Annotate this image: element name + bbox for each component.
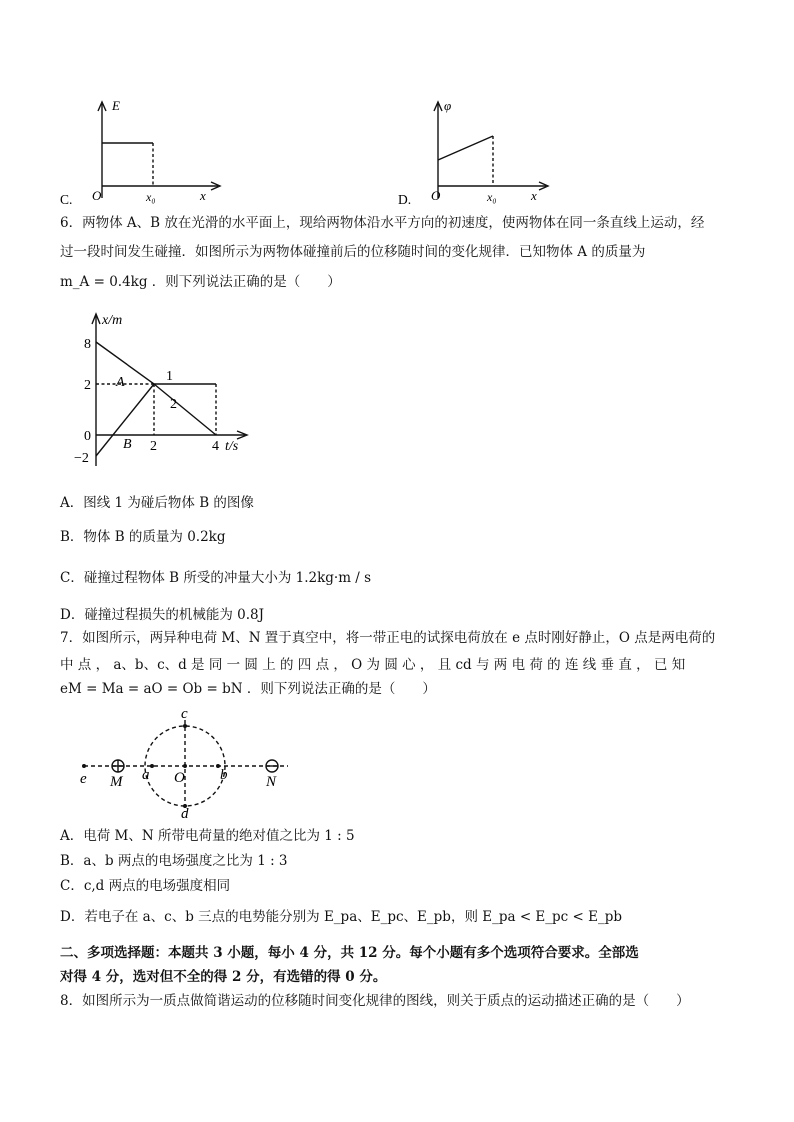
graph-c-option-label: C.: [60, 192, 73, 207]
section-2-line-2: 对得 4 分，选对但不全的得 2 分，有选错的得 0 分。: [60, 969, 387, 985]
q7-line-2: 中 点 ， a、b、c、d 是 同 一 圆 上 的 四 点 ， O 为 圆 心 ， 且 cd 与 两 电 荷 的 连 线 垂 直 ， 已 知: [60, 657, 686, 673]
q6-label-a: A: [116, 375, 125, 390]
q8-line-1: 8．如图所示为一质点做简谐运动的位移随时间变化规律的图线，则关于质点的运动描述正确的是（ ）: [60, 993, 690, 1009]
graph-c-y-label: E: [112, 98, 120, 113]
q7-label-a: a: [142, 767, 150, 783]
q6-tick-y-0: 0: [84, 429, 91, 444]
q7-option-c: C．c,d 两点的电场强度相同: [60, 878, 231, 894]
q6-graph: [70, 308, 260, 473]
q7-option-a: A．电荷 M、N 所带电荷量的绝对值之比为 1 : 5: [60, 828, 355, 844]
graph-c-origin: O: [92, 188, 102, 203]
q7-label-d: d: [181, 806, 189, 820]
q6-tick-y-2: 2: [84, 378, 91, 393]
q7-option-b: B．a、b 两点的电场强度之比为 1 : 3: [60, 853, 288, 869]
q6-tick-x-2: 2: [150, 439, 157, 454]
q6-label-b: B: [123, 437, 132, 452]
q6-option-c: C．碰撞过程物体 B 所受的冲量大小为 1.2kg·m / s: [60, 570, 372, 586]
q6-line-3: m_A = 0.4kg ．则下列说法正确的是（ ）: [60, 274, 341, 290]
q6-tick-y-8: 8: [84, 337, 91, 352]
graph-c-x0: x₀: [146, 190, 156, 204]
q7-label-b: b: [220, 767, 228, 783]
q6-line-2: 过一段时间发生碰撞．如图所示为两物体碰撞前后的位移随时间的变化规律．已知物体 A 的质量为: [60, 244, 646, 260]
q7-label-m: M: [110, 774, 123, 790]
graph-d-origin: O: [431, 188, 441, 203]
q6-line-1: 6．两物体 A、B 放在光滑的水平面上，现给两物体沿水平方向的初速度，使两物体在同一条直线上运动，经: [60, 215, 705, 231]
q6-option-d: D．碰撞过程损失的机械能为 0.8J: [60, 607, 264, 623]
graph-d-option-label: D.: [398, 192, 412, 207]
q6-tick-x-4: 4: [212, 439, 219, 454]
graph-d: [398, 94, 568, 210]
graph-c-x-label: x: [200, 188, 206, 203]
graph-d-x0: x₀: [487, 190, 497, 204]
q6-graph-y-label: x/m: [102, 313, 123, 328]
q7-label-e: e: [80, 771, 87, 787]
q7-label-c: c: [181, 706, 188, 722]
q7-line-3: eM = Ma = aO = Ob = bN ．则下列说法正确的是（ ）: [60, 681, 436, 697]
q6-option-a: A．图线 1 为碰后物体 B 的图像: [60, 495, 254, 511]
section-2-line-1: 二、多项选择题：本题共 3 小题，每小 4 分，共 12 分。每个小题有多个选项符合要求。全部选: [60, 945, 639, 961]
q7-line-1: 7．如图所示，两异种电荷 M、N 置于真空中，将一带正电的试探电荷放在 e 点时刚好静止，O 点是两电荷的: [60, 630, 716, 646]
q7-label-n: N: [266, 774, 277, 790]
q6-tick-y-neg2: −2: [74, 451, 89, 466]
q6-label-2: 2: [170, 397, 177, 412]
q7-option-d: D．若电子在 a、c、b 三点的电势能分别为 E_pa、E_pc、E_pb，则 E_pa < E_pc < E_pb: [60, 909, 623, 925]
q7-label-o: O: [174, 770, 185, 786]
graph-d-x-label: x: [531, 188, 537, 203]
q6-option-b: B．物体 B 的质量为 0.2kg: [60, 529, 226, 545]
graph-c: [60, 94, 230, 210]
q7-figure: [70, 700, 300, 820]
q6-graph-x-label: t/s: [225, 439, 239, 454]
graph-d-y-label: φ: [444, 98, 452, 113]
q6-label-1: 1: [166, 369, 173, 384]
